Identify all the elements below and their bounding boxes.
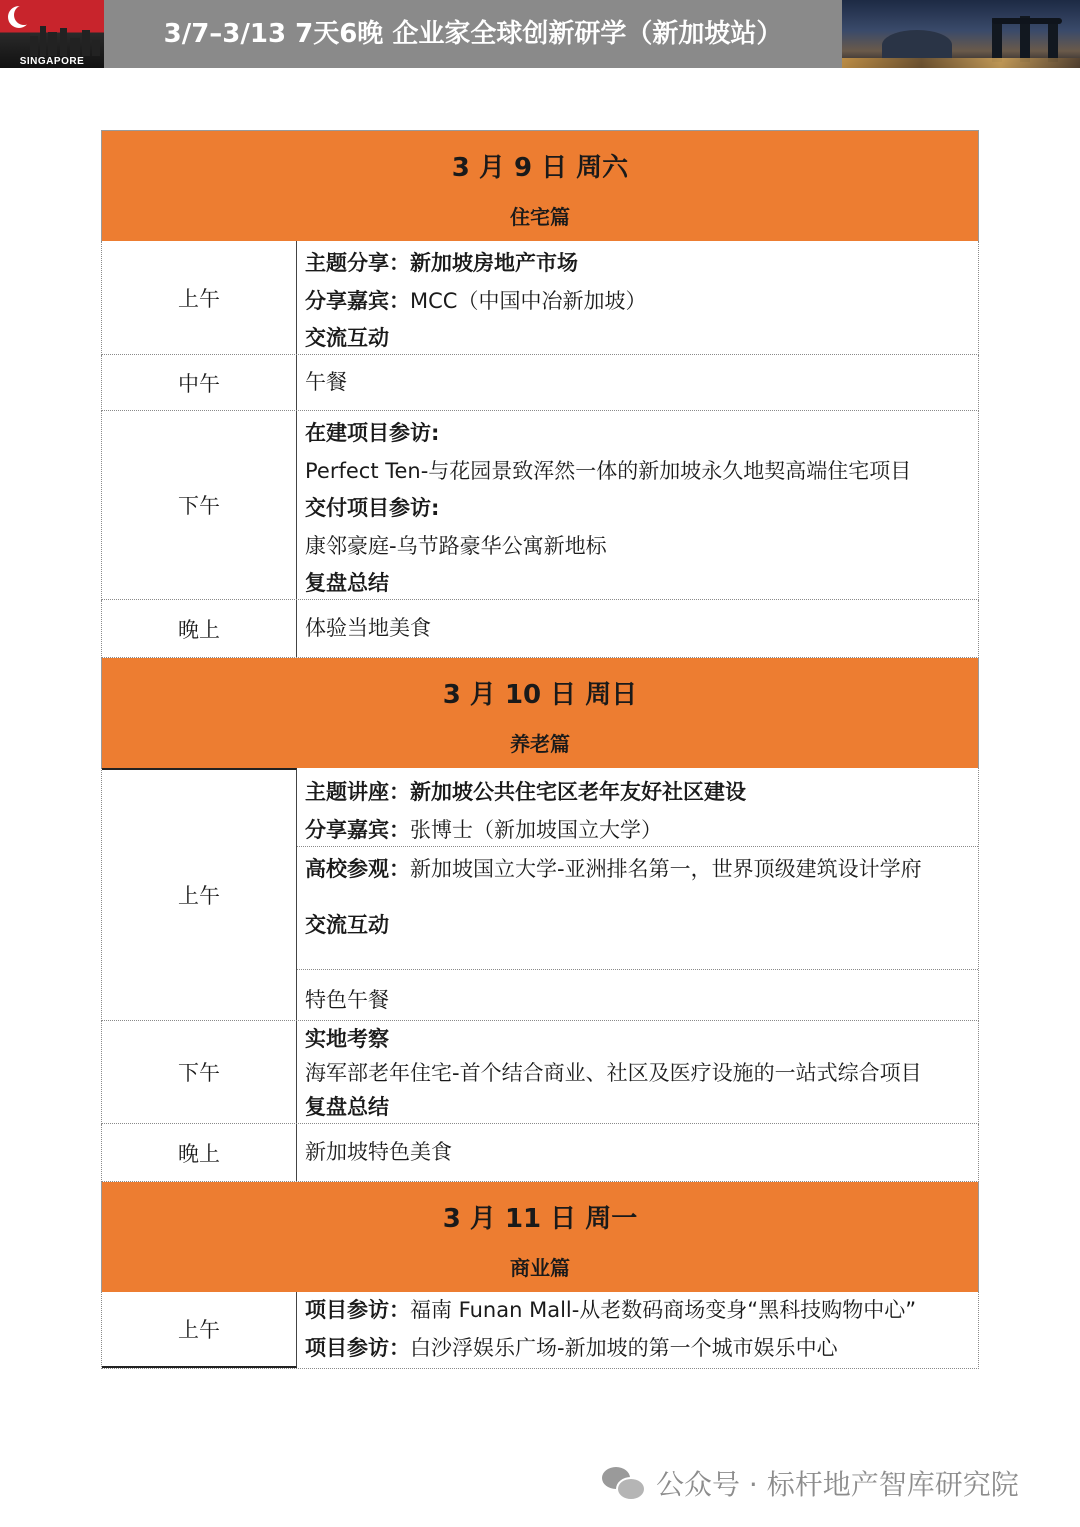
flag-label: SINGAPORE [19,56,85,67]
wechat-icon [600,1463,646,1503]
page-title: 3/7–3/13 7天6晚 企业家全球创新研学（新加坡站） [163,19,783,49]
tower-shape [992,18,1002,62]
item-text: 新加坡特色美食 [305,1139,452,1164]
item-text: 新加坡公共住宅区老年友好社区建设 [410,780,746,804]
city-lights [842,58,1080,68]
day-title: 3 月 9 日 周六 [451,153,629,183]
footer-text: 公众号 · 标杆地产智库研究院 [656,1468,1019,1501]
time-label: 晚上 [102,600,297,657]
time-label: 下午 [102,411,297,599]
row-content [297,600,978,657]
item-text: MCC（中国中冶新加坡） [410,288,647,313]
item-text: 张博士（新加坡国立大学） [410,817,662,842]
item-text: 午餐 [305,369,347,394]
row-content [297,768,978,1020]
tower-shape [1048,18,1058,62]
item-text: 白沙浮娱乐广场-新加坡的第一个城市娱乐中心 [410,1335,838,1360]
item-label: 交付项目参访: [305,496,440,520]
day-title: 3 月 11 日 周一 [442,1204,638,1234]
row-content [297,355,978,410]
time-label: 下午 [102,1021,297,1123]
day-theme: 商业篇 [510,1256,570,1280]
time-label: 中午 [102,355,297,410]
dome-shape [882,30,952,60]
item-text: 新加坡国立大学-亚洲排名第一，世界顶级建筑设计学府 [410,857,922,881]
marina-bay-photo [842,0,1080,68]
schedule-row-morning [101,1292,979,1369]
item-label: 高校参观： [305,857,410,881]
item-label: 主题讲座： [305,780,410,804]
skyline-silhouette-icon [30,26,100,56]
schedule-row-evening [101,600,979,658]
schedule-row-morning [101,768,979,1021]
item-label: 交流互动 [305,912,389,937]
row-content [297,1292,978,1368]
day-header [101,131,979,241]
bubble-shape [616,1477,646,1501]
item-label: 分享嘉宾： [305,288,410,313]
time-label: 上午 [102,768,297,1020]
item-text: 康邻豪庭-乌节路豪华公寓新地标 [305,533,607,558]
item-label: 主题分享： [305,251,410,275]
item-text: Perfect Ten-与花园景致浑然一体的新加坡永久地契高端住宅项目 [305,458,912,483]
schedule-row-afternoon [101,411,979,600]
sub-section [297,774,978,847]
schedule-table [101,130,979,1369]
item-text: 福南 Funan Mall-从老数码商场变身“黑科技购物中心” [410,1298,917,1322]
item-label: 分享嘉宾： [305,817,410,842]
day-title: 3 月 10 日 周日 [442,680,638,710]
item-text: 新加坡房地产市场 [410,251,578,275]
item-text: 特色午餐 [305,988,389,1012]
day-theme: 养老篇 [510,732,570,756]
item-text: 海军部老年住宅-首个结合商业、社区及医疗设施的一站式综合项目 [305,1061,922,1085]
item-label: 交流互动 [305,326,389,350]
row-content [297,411,978,599]
row-content [297,241,978,354]
header-banner [0,0,1080,68]
singapore-flag-image [0,0,104,68]
time-label: 上午 [102,241,297,354]
day-theme: 住宅篇 [510,205,570,229]
item-label: 复盘总结 [305,571,389,595]
day-header [101,658,979,768]
schedule-row-morning [101,241,979,355]
crescent-cut [14,5,34,25]
item-label: 复盘总结 [305,1095,389,1119]
item-label: 实地考察 [305,1027,389,1051]
item-label: 在建项目参访: [305,421,440,445]
schedule-row-afternoon [101,1021,979,1124]
row-content [297,1021,978,1123]
skypark-shape [992,18,1062,24]
sub-section [297,851,978,970]
item-text: 体验当地美食 [305,615,431,640]
footer-watermark [600,1458,1019,1508]
item-label: 项目参访： [305,1298,410,1322]
time-label: 上午 [102,1292,297,1368]
row-content [297,1124,978,1181]
item-label: 项目参访： [305,1335,410,1360]
time-label: 晚上 [102,1124,297,1181]
schedule-row-evening [101,1124,979,1182]
schedule-row-noon [101,355,979,411]
day-header [101,1182,979,1292]
